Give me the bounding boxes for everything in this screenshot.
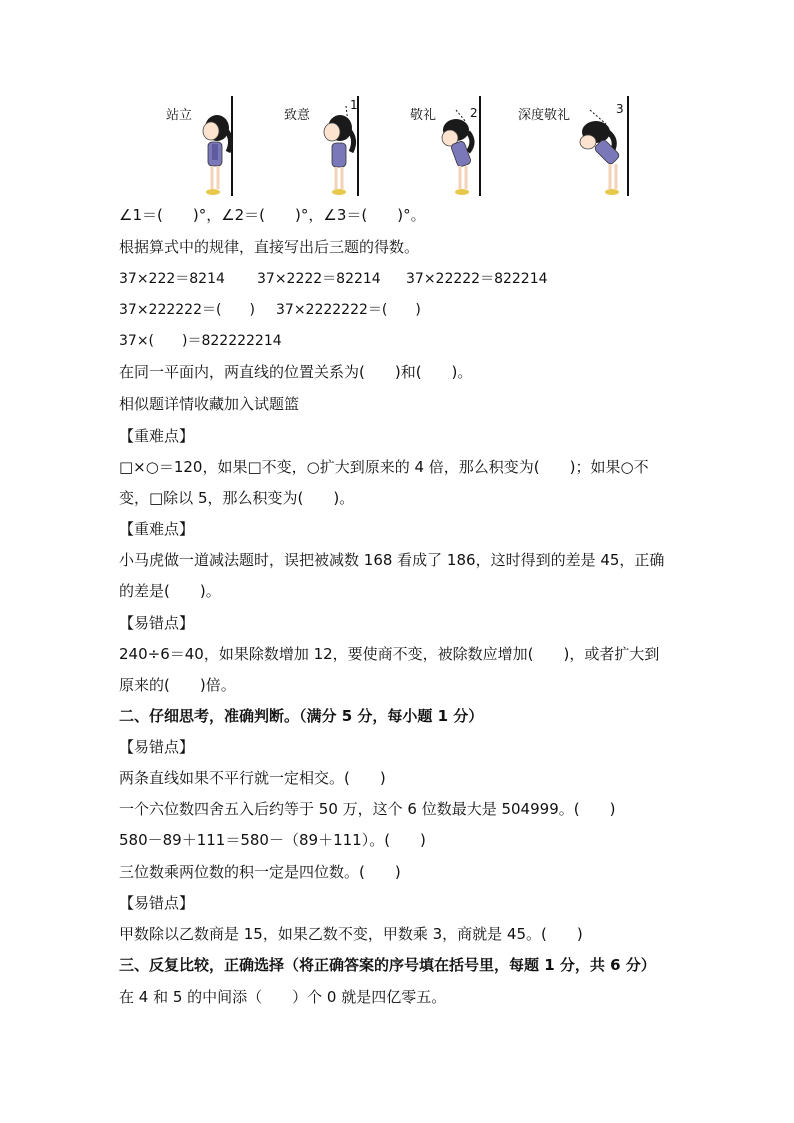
angle-mark-2: 2 (470, 106, 478, 120)
judgment-1: 两条直线如果不平行就一定相交。( ) (119, 769, 386, 787)
tag-key-difficulty-1: 【重难点】 (119, 427, 195, 445)
figure-greeting (274, 92, 384, 200)
subtraction-question-line-2: 的差是( )。 (119, 582, 221, 600)
judgment-5: 甲数除以乙数商是 15，如果乙数不变，甲数乘 3，商就是 45。( ) (119, 925, 583, 943)
figure-standing (150, 92, 260, 200)
choice-question-1: 在 4 和 5 的中间添（ ）个 0 就是四亿零五。 (119, 988, 447, 1006)
line-relation-question: 在同一平面内，两直线的位置关系为( )和( )。 (119, 363, 473, 381)
equation-4: 37×222222＝( ) (119, 302, 255, 318)
product-question-line-1: □×○＝120，如果□不变，○扩大到原来的 4 倍，那么积变为( )；如果○不 (119, 458, 649, 476)
equation-5: 37×2222222＝( ) (276, 302, 421, 318)
product-question-line-2: 变，□除以 5，那么积变为( )。 (119, 489, 355, 507)
division-question-line-1: 240÷6＝40，如果除数增加 12，要使商不变，被除数应增加( )，或者扩大到 (119, 645, 660, 663)
section-2-heading: 二、仔细思考，准确判断。（满分 5 分，每小题 1 分） (119, 707, 484, 725)
angle-mark-1: 1 (350, 98, 358, 112)
angles-question: ∠1＝( )°，∠2＝( )°，∠3＝( )°。 (119, 206, 426, 224)
greeting-girl-illustration (274, 92, 384, 200)
standing-girl-illustration (150, 92, 260, 200)
angle-mark-3: 3 (616, 102, 624, 116)
subtraction-question-line-1: 小马虎做一道减法题时，误把被减数 168 看成了 186，这时得到的差是 45，正确 (119, 551, 665, 569)
judgment-3: 580－89＋111＝580－（89＋111）。( ) (119, 831, 426, 849)
section-3-heading: 三、反复比较，正确选择（将正确答案的序号填在括号里，每题 1 分，共 6 分） (119, 956, 656, 974)
tag-common-mistake-3: 【易错点】 (119, 894, 195, 912)
equation-6: 37×( )＝822222214 (119, 333, 282, 349)
figure-label-standing: 站立 (166, 108, 193, 123)
figure-label-deep-salute: 深度敬礼 (518, 108, 571, 123)
salute-girl-illustration (400, 92, 510, 200)
similar-question-links: 相似题详情收藏加入试题篮 (119, 395, 300, 413)
tag-common-mistake-1: 【易错点】 (119, 614, 195, 632)
division-question-line-2: 原来的( )倍。 (119, 676, 236, 694)
judgment-4: 三位数乘两位数的积一定是四位数。( ) (119, 863, 401, 881)
tag-common-mistake-2: 【易错点】 (119, 738, 195, 756)
figure-label-salute: 敬礼 (410, 108, 437, 123)
bowing-figures (150, 92, 650, 200)
deep-salute-girl-illustration (516, 92, 650, 200)
figure-deep-salute (516, 92, 650, 200)
equation-3: 37×22222＝822214 (406, 271, 548, 287)
figure-label-greeting: 致意 (284, 108, 311, 123)
tag-key-difficulty-2: 【重难点】 (119, 520, 195, 538)
pattern-prompt: 根据算式中的规律，直接写出后三题的得数。 (119, 238, 420, 256)
equation-1: 37×222＝8214 (119, 271, 225, 287)
figure-salute (400, 92, 510, 200)
judgment-2: 一个六位数四舍五入后约等于 50 万，这个 6 位数最大是 504999。( ) (119, 800, 616, 818)
equation-2: 37×2222＝82214 (257, 271, 381, 287)
